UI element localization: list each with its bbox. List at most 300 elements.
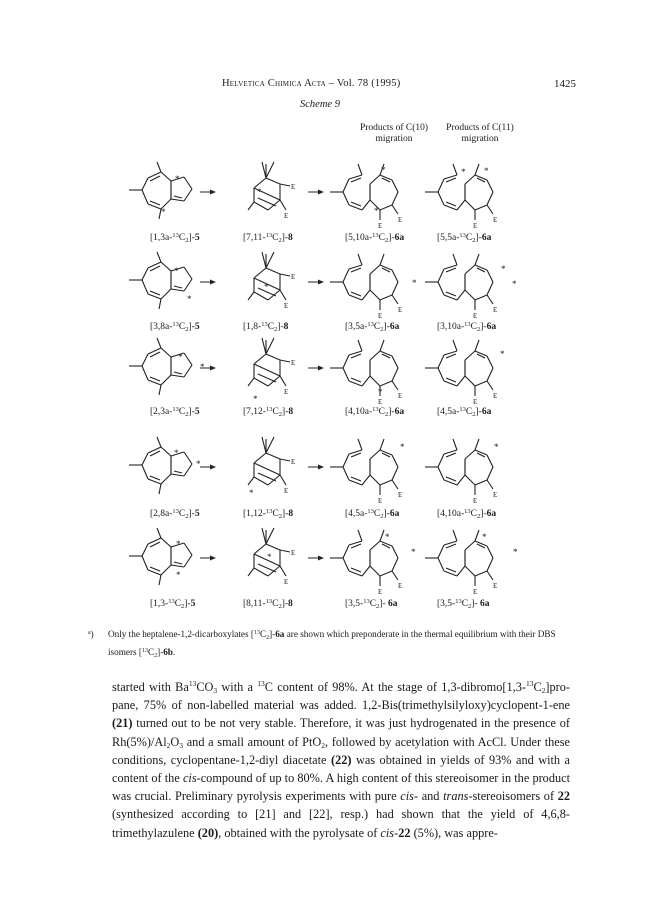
- footnote-marker: $^a$): [88, 629, 94, 639]
- bond: [438, 558, 444, 571]
- bond: [392, 180, 398, 192]
- bond: [150, 201, 160, 205]
- bond: [362, 566, 370, 576]
- compound-label: $[5,5a-^{13}C_2]-6a$: [437, 232, 492, 244]
- bond: [171, 474, 184, 476]
- bond: [475, 164, 479, 175]
- bond: [142, 544, 148, 556]
- isotope-marker: *: [174, 266, 179, 276]
- bond: [280, 274, 290, 276]
- bond: [446, 268, 456, 272]
- bond: [161, 565, 171, 575]
- bond: [343, 454, 349, 467]
- bond: [392, 270, 398, 282]
- bond: [343, 282, 349, 295]
- bond: [150, 291, 160, 295]
- bond: [358, 439, 362, 450]
- bond: [258, 374, 276, 382]
- bond: [446, 378, 456, 382]
- isotope-marker: *: [381, 165, 386, 175]
- bond: [457, 566, 465, 576]
- bond: [351, 453, 361, 457]
- compound-label: $[3,8a-^{13}C_2]-5$: [150, 321, 200, 333]
- ester-label: E: [493, 306, 498, 314]
- isotope-marker: *: [200, 362, 205, 372]
- bond: [161, 348, 171, 357]
- bond: [465, 541, 475, 550]
- isotope-marker: *: [196, 459, 201, 469]
- isotope-marker: *: [494, 442, 499, 452]
- journal-title: Helvetica Chimica Acta – Vol. 78 (1995): [222, 78, 401, 89]
- compound-label: $[4,5a-^{13}C_2]-6a$: [345, 508, 400, 520]
- bond: [258, 473, 276, 481]
- isotope-marker: *: [513, 547, 518, 557]
- bond: [343, 192, 349, 205]
- bond: [380, 265, 392, 270]
- bond: [465, 351, 475, 360]
- bond: [174, 196, 182, 198]
- isotope-marker: *: [161, 207, 166, 217]
- bond: [254, 202, 268, 210]
- bond: [475, 351, 487, 356]
- bond: [475, 571, 487, 576]
- isotope-marker: *: [257, 187, 262, 197]
- bond: [280, 376, 286, 386]
- bond: [453, 340, 457, 351]
- bond: [351, 354, 361, 358]
- bond: [280, 550, 290, 552]
- bond: [465, 290, 475, 300]
- bond: [254, 544, 266, 554]
- isotope-marker: *: [249, 488, 254, 498]
- compound-label: $[4,10a-^{13}C_2]-6a$: [345, 406, 405, 418]
- bond: [266, 178, 280, 184]
- ester-label: E: [493, 392, 498, 400]
- isotope-marker: *: [178, 352, 183, 362]
- bond: [446, 477, 456, 481]
- bond: [142, 556, 148, 570]
- bond: [465, 475, 475, 485]
- bond: [453, 530, 457, 541]
- ester-label: E: [378, 222, 383, 230]
- bond: [487, 270, 493, 282]
- bond: [362, 376, 370, 386]
- compound-label: $[1,3a-^{13}C_2]-5$: [150, 232, 200, 244]
- reaction-arrow: [210, 465, 216, 470]
- bond: [254, 453, 266, 463]
- bond: [351, 378, 361, 382]
- bond: [351, 544, 361, 548]
- bond: [370, 351, 380, 360]
- bond: [343, 368, 349, 381]
- bond: [174, 286, 182, 288]
- isotope-marker: *: [411, 547, 416, 557]
- page-number: 1425: [554, 78, 576, 90]
- bond: [157, 162, 161, 172]
- bond: [358, 254, 362, 265]
- bond: [184, 555, 192, 567]
- bond: [370, 541, 380, 550]
- reaction-arrow: [318, 366, 324, 371]
- ester-label: E: [398, 306, 403, 314]
- ester-label: E: [378, 398, 383, 406]
- bond: [380, 175, 392, 180]
- bond: [161, 538, 171, 547]
- compound-label: $[7,12-^{13}C_2]-8$: [243, 406, 294, 418]
- isotope-marker: *: [400, 442, 405, 452]
- compound-label: $[5,10a-^{13}C_2]-6a$: [345, 232, 405, 244]
- bond: [475, 254, 479, 265]
- bond: [161, 474, 171, 484]
- compound-label: $[4,10a-^{13}C_2]-6a$: [437, 508, 497, 520]
- bond: [343, 269, 349, 282]
- ester-label: E: [284, 487, 289, 495]
- bond: [142, 366, 148, 380]
- column-head-c10: Products of C(10) migration: [359, 123, 429, 144]
- ester-label: E: [493, 491, 498, 499]
- bond: [254, 354, 266, 364]
- bond: [487, 282, 493, 295]
- bond: [487, 356, 493, 368]
- bond: [438, 179, 444, 192]
- bond: [266, 162, 274, 178]
- bond: [157, 338, 161, 348]
- bond: [343, 545, 349, 558]
- compound-label: $[7,11-^{13}C_2]-8$: [243, 232, 293, 244]
- bond: [453, 439, 457, 450]
- ester-label: E: [291, 359, 296, 367]
- ester-label: E: [398, 491, 403, 499]
- bond: [438, 467, 444, 480]
- ester-label: E: [473, 497, 478, 505]
- bond: [392, 480, 398, 489]
- bond: [148, 172, 161, 178]
- bond: [475, 530, 479, 541]
- bond: [351, 292, 361, 296]
- bond: [262, 252, 266, 268]
- bond: [380, 295, 392, 300]
- compound-label: $[2,8a-^{13}C_2]-5$: [150, 508, 200, 520]
- bond: [254, 568, 268, 576]
- bond: [266, 268, 280, 274]
- isotope-marker: *: [385, 532, 390, 542]
- bond: [280, 360, 290, 362]
- bond: [171, 289, 184, 291]
- bond: [487, 558, 493, 571]
- bond: [487, 480, 493, 489]
- isotope-marker: *: [176, 570, 181, 580]
- bond: [161, 172, 171, 181]
- bond: [380, 340, 384, 351]
- bond: [262, 437, 266, 453]
- bond: [157, 252, 161, 262]
- ester-label: E: [291, 183, 296, 191]
- bond: [380, 439, 384, 450]
- bond: [174, 372, 182, 374]
- ester-label: E: [291, 273, 296, 281]
- bond: [280, 184, 290, 186]
- bond: [150, 377, 160, 381]
- bond: [438, 454, 444, 467]
- bond: [358, 164, 362, 175]
- bond: [254, 292, 268, 300]
- bond: [380, 480, 392, 485]
- bond: [174, 562, 182, 564]
- bond: [142, 354, 148, 366]
- bond: [446, 202, 456, 206]
- bond: [184, 279, 192, 291]
- bond: [465, 376, 475, 386]
- bond: [446, 354, 456, 358]
- bond: [475, 381, 487, 386]
- bond: [380, 450, 392, 455]
- bond: [457, 290, 465, 300]
- ester-label: E: [398, 582, 403, 590]
- isotope-marker: *: [500, 349, 505, 359]
- bond: [392, 571, 398, 580]
- bond: [392, 455, 398, 467]
- bond: [351, 568, 361, 572]
- bond: [343, 179, 349, 192]
- bond: [446, 453, 456, 457]
- compound-label: $[1,12-^{13}C_2]-8$: [243, 508, 294, 520]
- bond: [392, 546, 398, 558]
- bond: [465, 265, 475, 274]
- bond: [150, 567, 160, 571]
- bond: [457, 376, 465, 386]
- bond: [475, 205, 487, 210]
- bond: [380, 205, 392, 210]
- ester-label: E: [473, 312, 478, 320]
- bond: [248, 292, 254, 300]
- isotope-marker: *: [412, 278, 417, 288]
- bond: [150, 476, 160, 480]
- bond: [475, 295, 487, 300]
- bond: [392, 381, 398, 390]
- bond: [184, 464, 192, 476]
- bond: [184, 365, 192, 377]
- bond: [438, 545, 444, 558]
- bond: [142, 178, 148, 190]
- bond: [351, 202, 361, 206]
- bond: [465, 175, 475, 184]
- ester-label: E: [284, 388, 289, 396]
- compound-label: $[3,5-^{13}C_2]-$ 6a: [345, 598, 398, 610]
- bond: [351, 268, 361, 272]
- reaction-arrow: [210, 366, 216, 371]
- compound-label: $[3,5a-^{13}C_2]-6a$: [345, 321, 400, 333]
- bond: [266, 252, 274, 268]
- bond: [446, 178, 456, 182]
- bond: [392, 282, 398, 295]
- bond: [159, 484, 161, 494]
- bond: [438, 192, 444, 205]
- reaction-arrow: [318, 190, 324, 195]
- bond: [392, 192, 398, 205]
- compound-label: $[2,3a-^{13}C_2]-5$: [150, 406, 200, 418]
- bond: [487, 205, 493, 214]
- reaction-arrow: [210, 280, 216, 285]
- bond: [157, 528, 161, 538]
- bond: [475, 265, 487, 270]
- bond: [142, 190, 148, 204]
- bond: [351, 477, 361, 481]
- bond: [280, 566, 286, 576]
- isotope-marker: *: [461, 167, 466, 177]
- bond: [392, 558, 398, 571]
- bond: [370, 475, 380, 485]
- ester-label: E: [284, 212, 289, 220]
- isotope-marker: *: [482, 532, 487, 542]
- bond: [446, 544, 456, 548]
- bond: [475, 439, 479, 450]
- bond: [487, 571, 493, 580]
- bond: [380, 530, 384, 541]
- bond: [343, 558, 349, 571]
- bond: [266, 528, 274, 544]
- isotope-marker: *: [175, 174, 180, 184]
- ester-label: E: [378, 312, 383, 320]
- bond: [262, 162, 266, 178]
- isotope-marker: *: [267, 552, 272, 562]
- bond: [184, 452, 192, 464]
- bond: [343, 355, 349, 368]
- bond: [475, 340, 479, 351]
- bond: [174, 471, 182, 473]
- isotope-marker: *: [176, 539, 181, 549]
- isotope-marker: *: [253, 394, 258, 404]
- bond: [157, 437, 161, 447]
- bond: [280, 200, 286, 210]
- ester-label: E: [398, 392, 403, 400]
- bond: [171, 565, 184, 567]
- bond: [438, 368, 444, 381]
- bond: [380, 254, 384, 265]
- bond: [254, 463, 280, 475]
- bond: [487, 295, 493, 304]
- bond: [465, 450, 475, 459]
- body-paragraph: started with $Ba^{13}CO_3$ with a $^{13}$C content of 98%. At the stage of $1,3-dibromo[1,3-^{13}C_2]pro$-pane, 75% of non-labelled material was added. 1,2-Bis(trimethylsilyloxy)cyclopent-1-ene (21) turned out to be not very stable. Therefore, it was just hydrogenated in the presence of $Rh(5\%)/Al_2O_3$ and a small amount of PtO$_2$, followed by acetylation with AcCl. Under these conditions, cyclopentane-1,2-diyl diacetate (22) was obtained in yields of 93% and with a content of the cis-compound of up to 80%. A high content of this stereoisomer in the product was crucial. Preliminary pyrolysis experiments with pure cis- and trans-stereoisomers of 22 (synthesized according to [21] and [22], resp.) had shown that the yield of 4,6,8-trimethylazulene (20), obtained with the pyrolysate of cis-22 (5%), was appre-: [112, 679, 571, 840]
- bond: [248, 477, 254, 485]
- bond: [148, 447, 161, 453]
- compound-label: $[3,5-^{13}C_2]-$ 6a: [437, 598, 490, 610]
- bond: [370, 290, 380, 300]
- bond: [254, 477, 268, 485]
- bond: [457, 200, 465, 210]
- ester-label: E: [493, 582, 498, 590]
- bond: [184, 189, 192, 201]
- bond: [184, 543, 192, 555]
- compound-label: $[1,3-^{13}C_2]-5$: [150, 598, 196, 610]
- bond: [465, 566, 475, 576]
- bond: [370, 450, 380, 459]
- bond: [280, 290, 286, 300]
- isotope-marker: *: [264, 282, 269, 292]
- bond: [438, 269, 444, 282]
- bond: [248, 568, 254, 576]
- bond: [487, 368, 493, 381]
- ester-label: E: [291, 458, 296, 466]
- isotope-marker: *: [512, 279, 517, 289]
- bond: [487, 192, 493, 205]
- bond: [254, 364, 280, 376]
- ester-label: E: [378, 588, 383, 596]
- bond: [392, 295, 398, 304]
- bond: [453, 254, 457, 265]
- bond: [266, 437, 274, 453]
- bond: [370, 265, 380, 274]
- reaction-arrow: [318, 465, 324, 470]
- scheme-title: Scheme 9: [300, 99, 340, 110]
- bond: [487, 546, 493, 558]
- isotope-marker: *: [484, 166, 489, 176]
- bond: [148, 348, 161, 354]
- bond: [280, 475, 286, 485]
- bond: [159, 299, 161, 309]
- bond: [161, 447, 171, 456]
- ester-label: E: [473, 398, 478, 406]
- bond: [446, 568, 456, 572]
- bond: [266, 354, 280, 360]
- bond: [438, 282, 444, 295]
- bond: [266, 544, 280, 550]
- bond: [392, 356, 398, 368]
- bond: [392, 467, 398, 480]
- compound-label: $[1,8-^{13}C_2]-8$: [243, 321, 289, 333]
- bond: [184, 177, 192, 189]
- bond: [148, 262, 161, 268]
- bond: [475, 450, 487, 455]
- bond: [362, 200, 370, 210]
- bond: [358, 340, 362, 351]
- ester-label: E: [473, 222, 478, 230]
- reaction-arrow: [318, 280, 324, 285]
- ester-label: E: [284, 578, 289, 586]
- bond: [380, 381, 392, 386]
- bond: [161, 262, 171, 271]
- bond: [142, 453, 148, 465]
- bond: [487, 180, 493, 192]
- bond: [248, 378, 254, 386]
- bond: [159, 385, 161, 395]
- bond: [148, 538, 161, 544]
- isotope-marker: *: [174, 448, 179, 458]
- bond: [266, 453, 280, 459]
- ester-label: E: [473, 588, 478, 596]
- bond: [465, 200, 475, 210]
- bond: [266, 338, 274, 354]
- bond: [184, 267, 192, 279]
- bond: [262, 528, 266, 544]
- ester-label: E: [378, 497, 383, 505]
- bond: [262, 338, 266, 354]
- bond: [171, 375, 184, 377]
- compound-label: $[4,5a-^{13}C_2]-6a$: [437, 406, 492, 418]
- bond: [258, 564, 276, 572]
- bond: [254, 268, 266, 278]
- bond: [161, 375, 171, 385]
- bond: [392, 368, 398, 381]
- isotope-marker: *: [374, 206, 379, 216]
- compound-label: $[3,10a-^{13}C_2]-6a$: [437, 321, 497, 333]
- bond: [370, 376, 380, 386]
- scheme-footnote: $^a$) Only the heptalene-1,2-dicarboxylates $[^{13}C_2]-6a$ are shown which preponderate in the thermal equilibrium with their DBS isomers $[^{13}C_2]-6b$.: [88, 629, 556, 659]
- bond: [380, 351, 392, 356]
- bond: [184, 353, 192, 365]
- reaction-arrow: [210, 190, 216, 195]
- bond: [438, 355, 444, 368]
- bond: [475, 480, 487, 485]
